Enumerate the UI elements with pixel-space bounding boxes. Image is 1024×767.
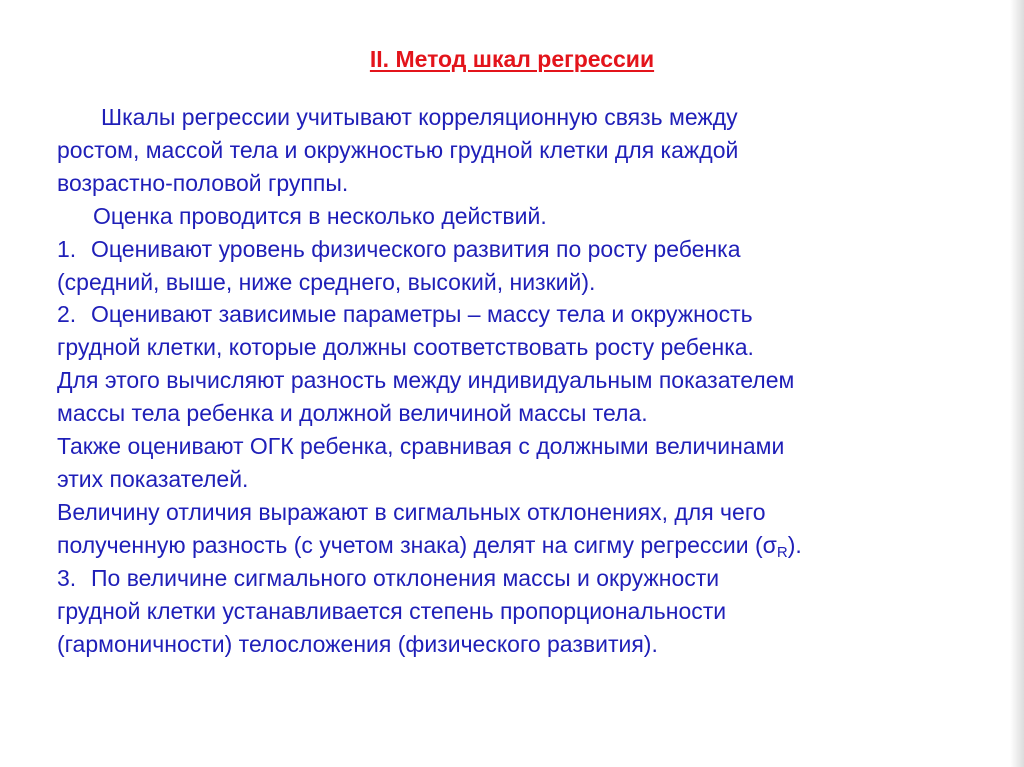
text-segment: полученную разность (с учетом знака) делят на сигму регрессии (σ [57, 531, 777, 558]
text-segment: ). [787, 531, 802, 558]
text-line: Для этого вычисляют разность между индивидуальным показателем [57, 367, 795, 394]
list-item-1 [57, 233, 1007, 266]
text-line: (средний, выше, ниже среднего, высокий, низкий). [57, 268, 596, 295]
list-number: 1. [57, 235, 77, 262]
text-line: Также оценивают ОГК ребенка, сравнивая с должными величинами [57, 433, 785, 460]
list-item-2 [57, 298, 1007, 331]
list-number: 3. [57, 564, 77, 591]
text-line: грудной клетки устанавливается степень пропорциональности [57, 597, 727, 624]
text-line: Оценка проводится в несколько действий. [93, 202, 547, 229]
text-line: грудной клетки, которые должны соответствовать росту ребенка. [57, 334, 754, 361]
list-number: 2. [57, 301, 77, 328]
slide-edge-shadow [1010, 0, 1024, 767]
text-line: Оценивают уровень физического развития по росту ребенка [91, 235, 741, 262]
list-item-3 [57, 562, 1007, 595]
text-line: массы тела ребенка и должной величиной массы тела. [57, 400, 648, 427]
text-line: Оценивают зависимые параметры – массу тела и окружность [91, 301, 753, 328]
text-line: этих показателей. [57, 465, 249, 492]
text-line: Шкалы регрессии учитывают корреляционную связь между [101, 104, 738, 130]
slide-title: II. Метод шкал регрессии [369, 46, 655, 72]
text-line: возрастно-половой группы. [57, 169, 349, 196]
sigma-subscript: R [776, 543, 788, 561]
text-line: ростом, массой тела и окружностью грудной клетки для каждой [57, 136, 739, 163]
text-line-with-subscript [57, 529, 1007, 562]
text-line: По величине сигмального отклонения массы и окружности [91, 564, 720, 591]
slide-body [57, 101, 1007, 660]
text-line: Величину отличия выражают в сигмальных отклонениях, для чего [57, 498, 766, 525]
text-line: (гармоничности) телосложения (физического развития). [57, 630, 658, 657]
